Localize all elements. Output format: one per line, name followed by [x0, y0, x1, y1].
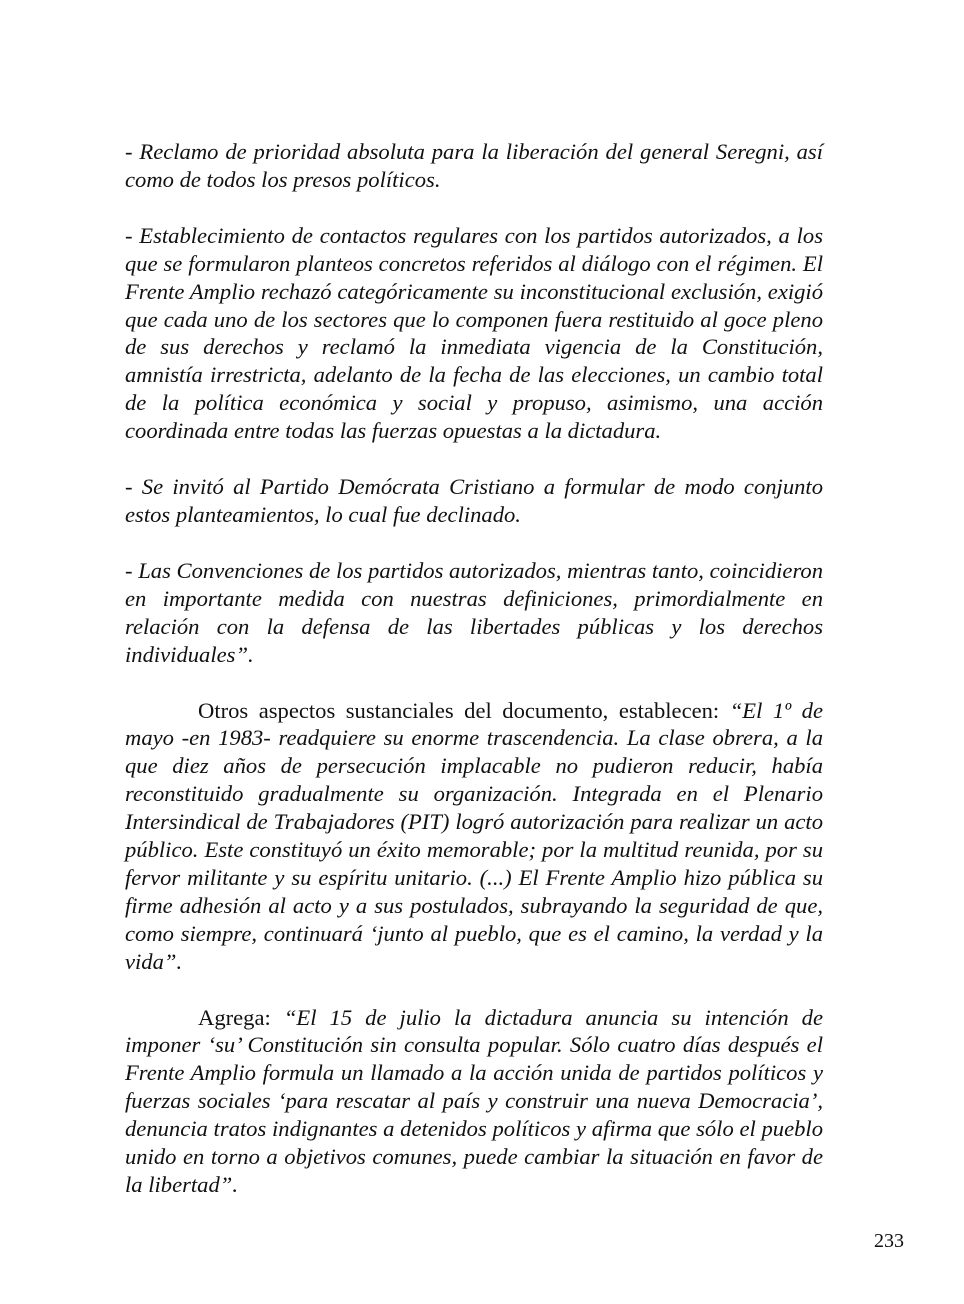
paragraph-july-fifteenth-intro: Agrega:	[198, 1004, 284, 1030]
paragraph-party-contacts: - Establecimiento de contactos regulares con los partidos autorizados, a los que se formularon planteos concretos referidos al diálogo con el régimen. El Frente Amplio rechazó categóricamente su inconstitucional exclusión, exigió que cada uno de los sectores que lo componen fuera restituido al goce pleno de sus derechos y reclamó la inmediata vigencia de la Constitución, amnistía irrestricta, adelanto de la fecha de las elecciones, un cambio total de la política económica y social y propuso, asimismo, una acción coordinada entre todas las fuerzas opuestas a la dictadura.	[125, 222, 823, 444]
page-body	[125, 138, 823, 1227]
paragraph-may-first	[125, 697, 823, 976]
paragraph-party-conventions: - Las Convenciones de los partidos autorizados, mientras tanto, coincidieron en importante medida con nuestras definiciones, primordialmente en relación con la defensa de las libertades públicas y los derechos individuales”.	[125, 557, 823, 667]
paragraph-christian-democrat-invitation: - Se invitó al Partido Demócrata Cristiano a formular de modo conjunto estos planteamientos, lo cual fue declinado.	[125, 474, 823, 527]
paragraph-seregni-release: - Reclamo de prioridad absoluta para la liberación del general Seregni, así como de todos los presos políticos.	[125, 139, 823, 192]
paragraph-may-first-intro: Otros aspectos sustanciales del documento, establecen:	[198, 697, 730, 723]
page-number: 233	[874, 1230, 904, 1252]
paragraph-july-fifteenth-quote: “El 15 de julio la dictadura anuncia su intención de imponer ‘su’ Constitución sin consulta popular. Sólo cuatro días después el Frente Amplio formula un llamado a la acción unida de partidos políticos y fuerzas sociales ‘para rescatar al país y construir una nueva Democracia’, denuncia tratos indignantes a detenidos políticos y afirma que sólo el pueblo unido en torno a objetivos comunes, puede cambiar la situación en favor de la libertad”.	[125, 1004, 823, 1197]
paragraph-july-fifteenth	[125, 1004, 823, 1199]
paragraph-may-first-quote: “El 1º de mayo -en 1983- readquiere su enorme trascendencia. La clase obrera, a la que diez años de persecución implacable no pudieron reducir, había reconstituido gradualmente su organización. Integrada en el Plenario Intersindical de Trabajadores (PIT) logró autorización para realizar un acto público. Este constituyó un éxito memorable; por la multitud reunida, por su fervor militante y su espíritu unitario. (...) El Frente Amplio hizo pública su firme adhesión al acto y a sus postulados, subrayando la seguridad de que, como siempre, continuará ‘junto al pueblo, que es el camino, la verdad y la vida”.	[125, 697, 823, 974]
